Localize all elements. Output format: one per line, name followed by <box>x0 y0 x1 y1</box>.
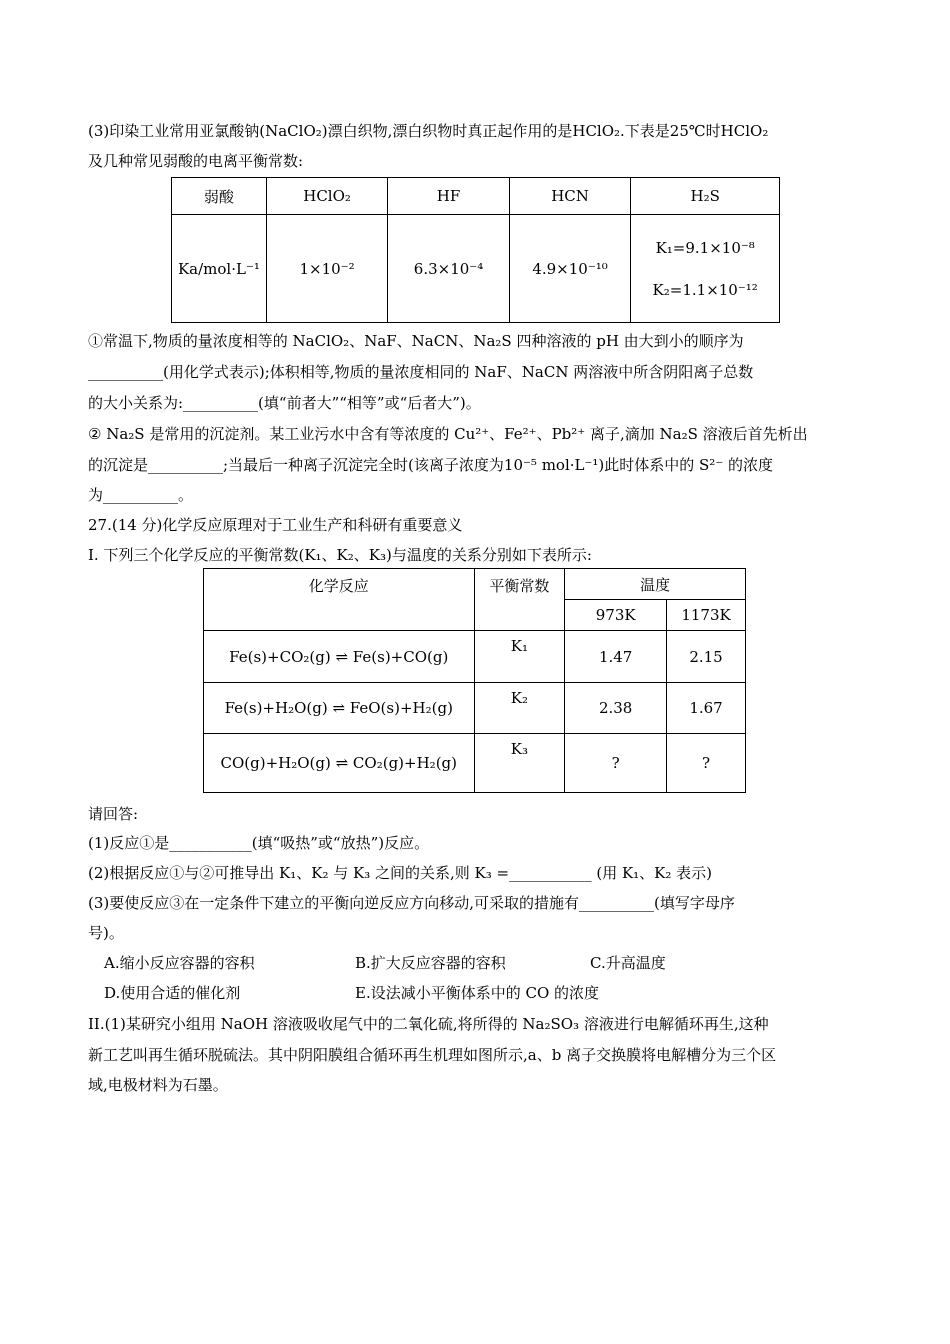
option-e: E.设法减小平衡体系中的 CO 的浓度 <box>355 984 600 1002</box>
q2-line1: ② Na₂S 是常用的沉淀剂。某工业污水中含有等浓度的 Cu²⁺、Fe²⁺、Pb²⁺ 离子,滴加 Na₂S 溶液后首先析出 <box>88 425 808 443</box>
answers-ask: 请回答: <box>88 805 139 823</box>
table1-value-hclo2: 1×10⁻² <box>266 215 387 323</box>
table2-1173-3: ? <box>667 734 746 793</box>
table2-header-973k: 973K <box>565 600 667 631</box>
q1-line2: __________(用化学式表示);体积相等,物质的量浓度相同的 NaF、NaCN 两溶液中所含阴阳离子总数 <box>88 363 754 381</box>
answer-2: (2)根据反应①与②可推导出 K₁、K₂ 与 K₃ 之间的关系,则 K₃ =___________ (用 K₁、K₂ 表示) <box>88 864 713 882</box>
part2-line2: 新工艺叫再生循环脱硫法。其中阴阳膜组合循环再生机理如图所示,a、b 离子交换膜将电解槽分为三个区 <box>88 1046 777 1064</box>
table1-header-hf: HF <box>388 178 510 215</box>
table2-1173-1: 2.15 <box>667 631 746 683</box>
table2-header-1173k: 1173K <box>667 600 746 631</box>
table1-value-h2s <box>631 215 780 323</box>
table2-header-constant: 平衡常数 <box>474 569 565 631</box>
equilibrium-table <box>203 568 746 793</box>
table2-k-1: K₁ <box>474 631 565 683</box>
table2-reaction-3: CO(g)+H₂O(g) ⇌ CO₂(g)+H₂(g) <box>204 734 475 793</box>
table2-reaction-1: Fe(s)+CO₂(g) ⇌ Fe(s)+CO(g) <box>204 631 475 683</box>
table2-header-temperature: 温度 <box>565 569 746 600</box>
answer-1: (1)反应①是___________(填“吸热”或“放热”)反应。 <box>88 834 430 852</box>
option-b: B.扩大反应容器的容积 <box>355 954 506 972</box>
q2-line3: 为__________。 <box>88 486 194 504</box>
table2-k-3: K₃ <box>474 734 565 793</box>
q27-title: 27.(14 分)化学反应原理对于工业生产和科研有重要意义 <box>88 516 463 534</box>
table2-973-1: 1.47 <box>565 631 667 683</box>
table2-reaction-2: Fe(s)+H₂O(g) ⇌ FeO(s)+H₂(g) <box>204 683 475 734</box>
table2-k-2: K₂ <box>474 683 565 734</box>
table-row <box>204 734 746 793</box>
table1-header-hclo2: HClO₂ <box>266 178 387 215</box>
part2-line3: 域,电极材料为石墨。 <box>88 1076 228 1094</box>
table1-h2s-k2: K₂=1.1×10⁻¹² <box>652 280 758 299</box>
table2-1173-2: 1.67 <box>667 683 746 734</box>
part3-line1: (3)印染工业常用亚氯酸钠(NaClO₂)漂白织物,漂白织物时真正起作用的是HClO₂.下表是25℃时HClO₂ <box>88 122 769 140</box>
q2-line2: 的沉淀是__________;当最后一种离子沉淀完全时(该离子浓度为10⁻⁵ mol·L⁻¹)此时体系中的 S²⁻ 的浓度 <box>88 456 774 474</box>
table-row <box>204 631 746 683</box>
acid-constants-table <box>171 177 780 323</box>
table-row <box>204 683 746 734</box>
q1-line1: ①常温下,物质的量浓度相等的 NaClO₂、NaF、NaCN、Na₂S 四种溶液的 pH 由大到小的顺序为 <box>88 332 744 350</box>
answer-3-line2: 号)。 <box>88 924 124 942</box>
option-c: C.升高温度 <box>590 954 666 972</box>
part2-line1: II.(1)某研究小组用 NaOH 溶液吸收尾气中的二氧化硫,将所得的 Na₂SO₃ 溶液进行电解循环再生,这种 <box>88 1015 769 1033</box>
table1-header-h2s: H₂S <box>631 178 780 215</box>
table2-973-2: 2.38 <box>565 683 667 734</box>
table2-header-reaction: 化学反应 <box>204 569 475 631</box>
table1-header-hcn: HCN <box>509 178 631 215</box>
table1-h2s-k1: K₁=9.1×10⁻⁸ <box>655 238 755 257</box>
option-d: D.使用合适的催化剂 <box>104 984 241 1002</box>
q27-intro: I. 下列三个化学反应的平衡常数(K₁、K₂、K₃)与温度的关系分别如下表所示: <box>88 546 592 564</box>
q1-line3: 的大小关系为:__________(填“前者大”“相等”或“后者大”)。 <box>88 394 481 412</box>
part3-line2: 及几种常见弱酸的电离平衡常数: <box>88 152 304 170</box>
table1-header-acid: 弱酸 <box>172 178 267 215</box>
table2-973-3: ? <box>565 734 667 793</box>
table1-row-label: Ka/mol·L⁻¹ <box>172 215 267 323</box>
option-a: A.缩小反应容器的容积 <box>104 954 255 972</box>
table1-value-hcn: 4.9×10⁻¹⁰ <box>509 215 631 323</box>
answer-3-line1: (3)要使反应③在一定条件下建立的平衡向逆反应方向移动,可采取的措施有__________(填写字母序 <box>88 894 735 912</box>
table1-value-hf: 6.3×10⁻⁴ <box>388 215 510 323</box>
